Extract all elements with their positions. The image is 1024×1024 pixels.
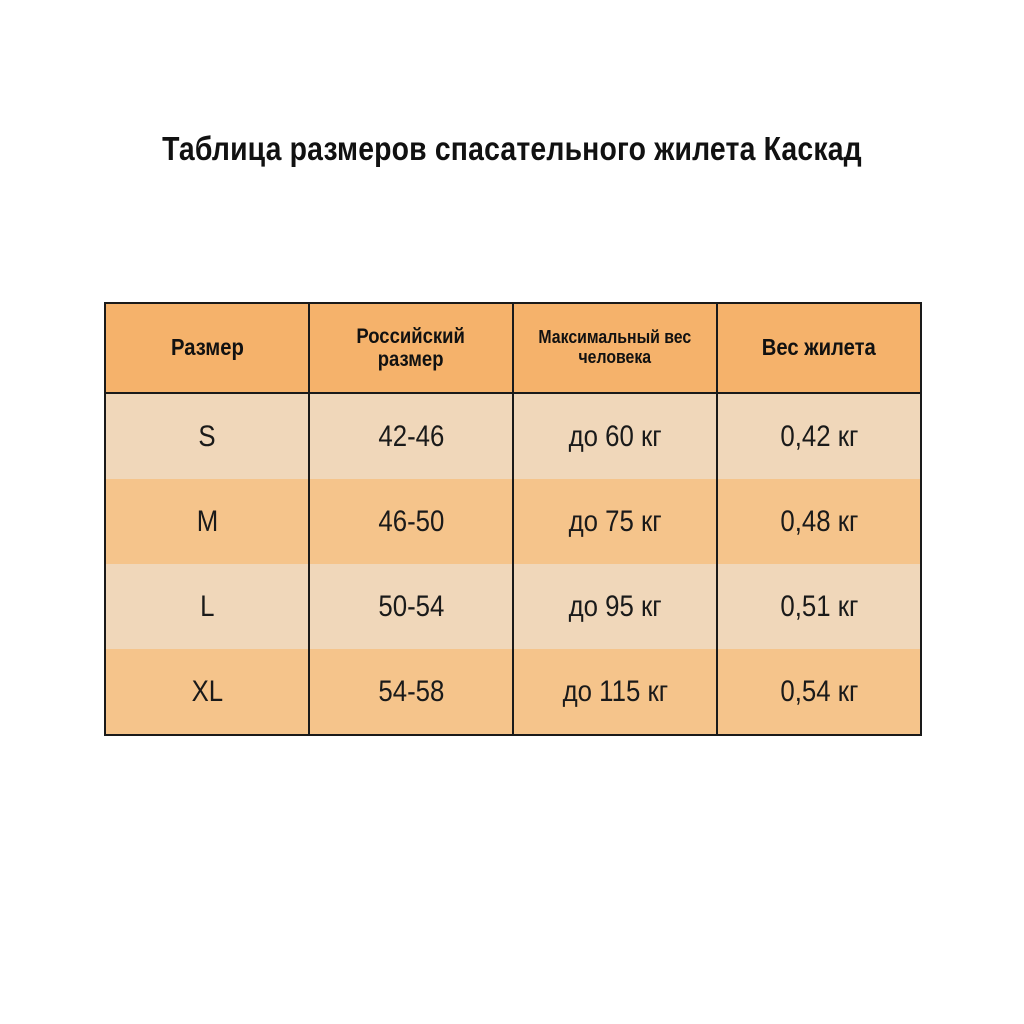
cell-size (105, 649, 309, 735)
cell-size-text: L (199, 589, 215, 623)
cell-size (105, 393, 309, 479)
cell-vest-weight-text: 0,51 кг (779, 589, 859, 623)
cell-russian-size-text: 46-50 (377, 504, 444, 538)
header-row (105, 303, 921, 393)
header-vest-weight-label: Вес жилета (761, 334, 877, 361)
header-russian-size-line1: Российский (356, 324, 466, 348)
cell-max-weight (513, 393, 717, 479)
cell-size (105, 479, 309, 564)
cell-vest-weight (717, 479, 921, 564)
cell-max-weight-text: до 75 кг (568, 504, 662, 538)
header-size (105, 303, 309, 393)
cell-size-text: S (198, 419, 216, 453)
header-russian-size-line2: размер (378, 348, 444, 371)
size-chart-table (104, 302, 922, 736)
header-max-weight-line1: Максимальный вес (538, 327, 692, 348)
header-russian-size (309, 303, 513, 393)
table-row (105, 649, 921, 735)
cell-russian-size-text: 54-58 (377, 674, 444, 708)
cell-russian-size (309, 649, 513, 735)
cell-russian-size (309, 393, 513, 479)
cell-max-weight-text: до 115 кг (562, 674, 668, 708)
cell-size-text: M (196, 504, 218, 538)
cell-max-weight-text: до 60 кг (568, 419, 662, 453)
cell-max-weight-text: до 95 кг (568, 589, 662, 623)
cell-size (105, 564, 309, 649)
cell-vest-weight-text: 0,54 кг (779, 674, 859, 708)
cell-russian-size-text: 42-46 (377, 419, 444, 453)
cell-size-text: XL (191, 674, 223, 708)
table-row (105, 393, 921, 479)
cell-max-weight (513, 564, 717, 649)
cell-russian-size (309, 479, 513, 564)
header-vest-weight (717, 303, 921, 393)
cell-vest-weight (717, 393, 921, 479)
cell-max-weight (513, 649, 717, 735)
cell-max-weight (513, 479, 717, 564)
cell-vest-weight (717, 564, 921, 649)
header-size-label: Размер (170, 334, 244, 361)
table-row (105, 564, 921, 649)
header-max-weight (513, 303, 717, 393)
cell-vest-weight-text: 0,48 кг (779, 504, 859, 538)
table-row (105, 479, 921, 564)
cell-vest-weight-text: 0,42 кг (779, 419, 859, 453)
header-max-weight-line2: человека (578, 346, 652, 367)
page-title: Таблица размеров спасательного жилета Каскад (162, 130, 862, 167)
cell-russian-size-text: 50-54 (377, 589, 444, 623)
cell-vest-weight (717, 649, 921, 735)
cell-russian-size (309, 564, 513, 649)
